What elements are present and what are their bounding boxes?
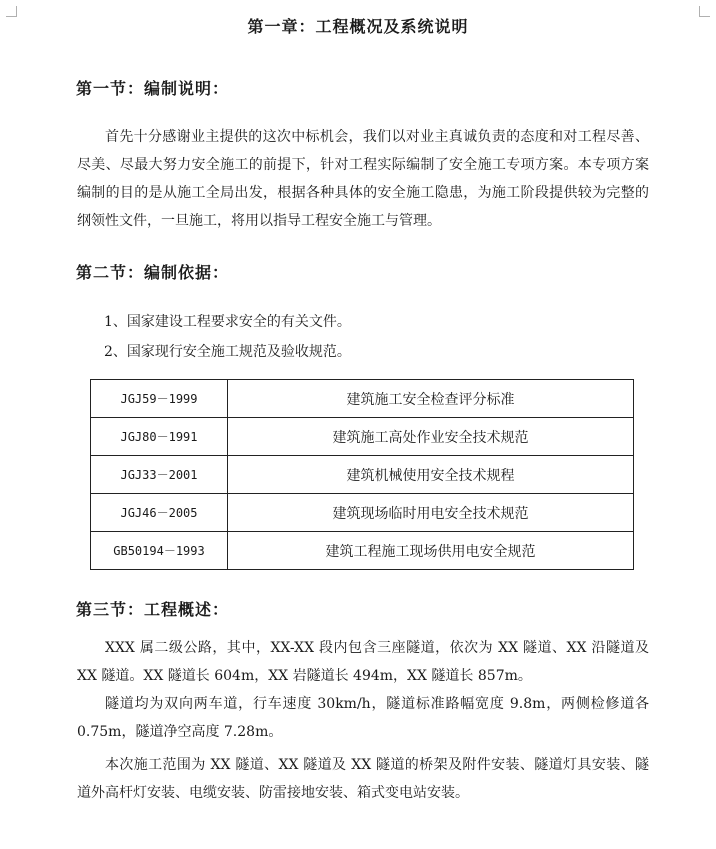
standard-code: JGJ59－1999 [91, 380, 228, 418]
table-row [91, 532, 634, 570]
basis-list-item-1: 1、国家建设工程要求安全的有关文件。 [104, 314, 351, 330]
standard-name: 建筑工程施工现场供用电安全规范 [228, 532, 634, 570]
section-heading-1: 第一节：编制说明： [76, 79, 230, 98]
overview-paragraph-2: 隧道均为双向两车道，行车速度 30km/h，隧道标准路幅宽度 9.8m，两侧检修道各 0.75m，隧道净空高度 7.28m。 [77, 696, 649, 740]
overview-paragraph-3: 本次施工范围为 XX 隧道、XX 隧道及 XX 隧道的桥架及附件安装、隧道灯具安装、隧道外高杆灯安装、电缆安装、防雷接地安装、箱式变电站安装。 [77, 757, 649, 801]
standard-code: GB50194－1993 [91, 532, 228, 570]
overview-paragraph-1: XXX 属二级公路，其中，XX-XX 段内包含三座隧道，依次为 XX 隧道、XX 沿隧道及 XX 隧道。XX 隧道长 604m，XX 岩隧道长 494m，XX 隧道长 857m。 [77, 640, 649, 684]
standard-name: 建筑施工安全检查评分标准 [228, 380, 634, 418]
standard-name: 建筑机械使用安全技术规程 [228, 456, 634, 494]
standard-code: JGJ46－2005 [91, 494, 228, 532]
table-row [91, 418, 634, 456]
standard-name: 建筑现场临时用电安全技术规范 [228, 494, 634, 532]
section-heading-2: 第二节：编制依据： [76, 263, 230, 282]
section-heading-3: 第三节：工程概述： [76, 600, 230, 619]
table-row [91, 380, 634, 418]
standard-name: 建筑施工高处作业安全技术规范 [228, 418, 634, 456]
table-row [91, 494, 634, 532]
chapter-title: 第一章：工程概况及系统说明 [247, 17, 469, 36]
section-1-paragraph: 首先十分感谢业主提供的这次中标机会，我们以对业主真诚负责的态度和对工程尽善、尽美、尽最大努力安全施工的前提下，针对工程实际编制了安全施工专项方案。本专项方案编制的目的是从施工全局出发，根据各种具体的安全施工隐患，为施工阶段提供较为完整的纲领性文件，一旦施工，将用以指导工程安全施工与管理。 [77, 129, 649, 229]
basis-list-item-2: 2、国家现行安全施工规范及验收规范。 [104, 344, 351, 360]
standards-table [90, 379, 634, 570]
standard-code: JGJ80－1991 [91, 418, 228, 456]
table-row [91, 456, 634, 494]
standard-code: JGJ33－2001 [91, 456, 228, 494]
